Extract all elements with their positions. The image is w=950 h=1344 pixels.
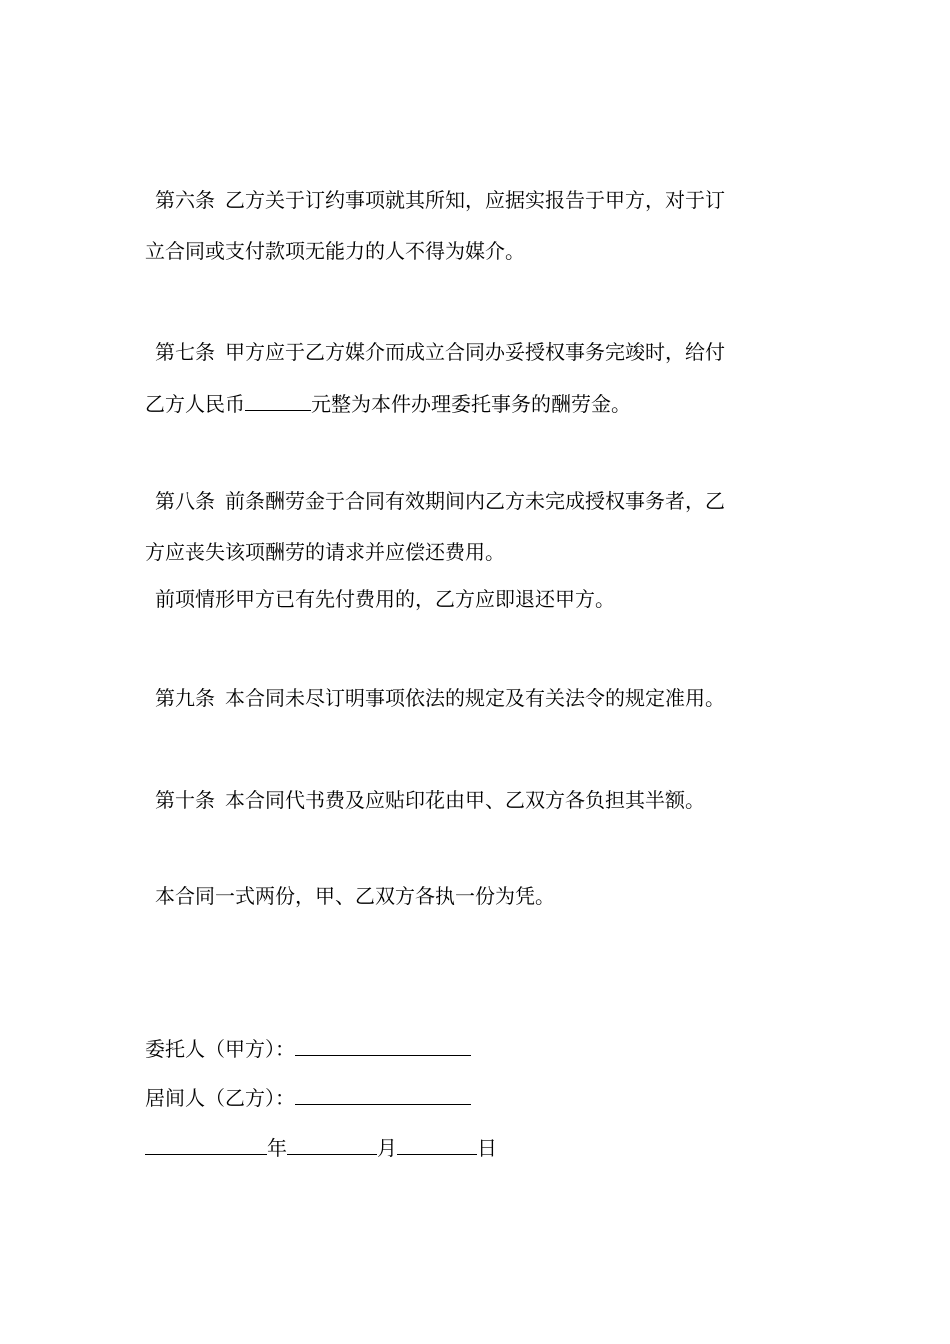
article-7-text-1: 甲方应于乙方媒介而成立合同办妥授权事务完竣时，给付 xyxy=(225,340,725,364)
principal-signature-blank[interactable] xyxy=(295,1033,471,1056)
day-blank[interactable] xyxy=(397,1132,477,1155)
intermediary-signature-row xyxy=(145,1082,810,1112)
principal-label: 委托人（甲方）： xyxy=(145,1037,295,1061)
article-8-line-3: 前项情形甲方已有先付费用的，乙方应即退还甲方。 xyxy=(155,587,615,611)
article-6-text-1: 乙方关于订约事项就其所知，应据实报告于甲方，对于订 xyxy=(225,188,725,212)
article-8-number: 第八条 xyxy=(155,489,215,513)
month-blank[interactable] xyxy=(287,1132,377,1155)
article-6-line-1 xyxy=(155,185,820,215)
year-label: 年 xyxy=(267,1136,287,1160)
month-label: 月 xyxy=(377,1136,397,1160)
article-10-number: 第十条 xyxy=(155,788,215,812)
intermediary-signature-blank[interactable] xyxy=(295,1082,471,1105)
article-8-text-1: 前条酬劳金于合同有效期间内乙方未完成授权事务者，乙 xyxy=(225,489,725,513)
closing-statement: 本合同一式两份，甲、乙双方各执一份为凭。 xyxy=(155,884,555,908)
article-9-text-1: 本合同未尽订明事项依法的规定及有关法令的规定准用。 xyxy=(225,686,725,710)
article-7-number: 第七条 xyxy=(155,340,215,364)
article-8-line-1 xyxy=(155,486,820,516)
article-8-line-2: 方应丧失该项酬劳的请求并应偿还费用。 xyxy=(145,540,505,564)
article-10-text-1: 本合同代书费及应贴印花由甲、乙双方各负担其半额。 xyxy=(225,788,705,812)
article-6-line-2: 立合同或支付款项无能力的人不得为媒介。 xyxy=(145,239,525,263)
article-9-line-1 xyxy=(155,683,820,713)
principal-signature-row xyxy=(145,1033,810,1063)
article-7-line-2 xyxy=(145,388,810,418)
year-blank[interactable] xyxy=(145,1132,267,1155)
article-7-text-2-prefix: 乙方人民币 xyxy=(145,392,245,416)
article-7-line-1 xyxy=(155,337,820,367)
date-row xyxy=(145,1132,810,1162)
fee-amount-blank[interactable] xyxy=(245,388,311,411)
article-10-line-1 xyxy=(155,785,820,815)
article-9-number: 第九条 xyxy=(155,686,215,710)
article-6-number: 第六条 xyxy=(155,188,215,212)
day-label: 日 xyxy=(477,1136,497,1160)
intermediary-label: 居间人（乙方）： xyxy=(145,1086,295,1110)
article-7-text-2-suffix: 元整为本件办理委托事务的酬劳金。 xyxy=(311,392,631,416)
